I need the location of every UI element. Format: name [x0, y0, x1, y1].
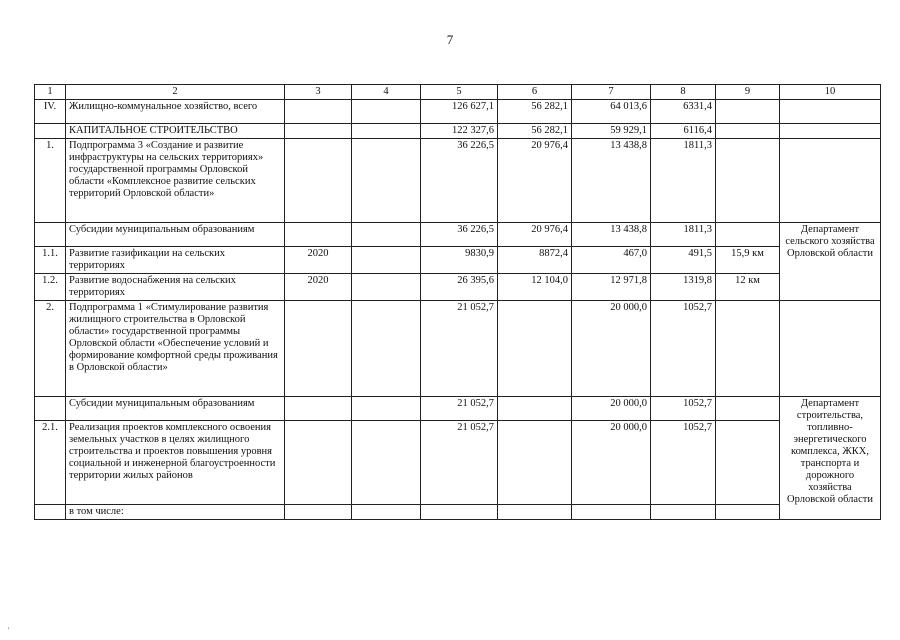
row-title-cell: Подпрограмма 3 «Создание и развитие инфраструктуры на сельских территориях» государственной программы Орловской области «Комплексное развитие сельских территорий Орловской области» — [66, 139, 285, 223]
column-header: 3 — [285, 85, 352, 100]
table-cell: 20 000,0 — [572, 397, 651, 421]
column-header: 8 — [651, 85, 716, 100]
table-cell — [285, 139, 352, 223]
row-title-cell: Развитие газификации на сельских территориях — [66, 247, 285, 274]
table-cell: 1052,7 — [651, 421, 716, 505]
table-row — [35, 223, 881, 247]
table-cell — [352, 100, 421, 124]
table-cell: 1811,3 — [651, 139, 716, 223]
column-header: 1 — [35, 85, 66, 100]
table-cell — [651, 505, 716, 520]
row-title-cell: Субсидии муниципальным образованиям — [66, 397, 285, 421]
table-cell — [716, 124, 780, 139]
table-cell — [285, 397, 352, 421]
table-cell — [352, 139, 421, 223]
table-cell: 15,9 км — [716, 247, 780, 274]
table-cell — [716, 505, 780, 520]
row-title-cell: Развитие водоснабжения на сельских территориях — [66, 274, 285, 301]
table-cell: 8872,4 — [498, 247, 572, 274]
table-cell: IV. — [35, 100, 66, 124]
row-title-cell: Реализация проектов комплексного освоения земельных участков в целях жилищного строительства и проектов повышения уровня социальной и инженерной благоустроенности территории жилых районов — [66, 421, 285, 505]
column-header: 6 — [498, 85, 572, 100]
table-cell — [716, 223, 780, 247]
row-title-cell: Жилищно-коммунальное хозяйство, всего — [66, 100, 285, 124]
table-cell — [352, 421, 421, 505]
table-cell — [716, 139, 780, 223]
table-cell: 20 976,4 — [498, 139, 572, 223]
table-cell: 56 282,1 — [498, 100, 572, 124]
table-cell: 56 282,1 — [498, 124, 572, 139]
column-header: 10 — [780, 85, 881, 100]
table-cell — [352, 301, 421, 397]
table-cell: 491,5 — [651, 247, 716, 274]
table-cell — [35, 397, 66, 421]
table-row — [35, 100, 881, 124]
table-cell: 36 226,5 — [421, 139, 498, 223]
table-cell: 21 052,7 — [421, 301, 498, 397]
table-row — [35, 421, 881, 505]
table-cell: 1052,7 — [651, 397, 716, 421]
table-cell — [285, 100, 352, 124]
column-header: 5 — [421, 85, 498, 100]
column-header: 2 — [66, 85, 285, 100]
table-cell: 467,0 — [572, 247, 651, 274]
scan-mark: ' — [8, 626, 10, 635]
table-cell — [352, 397, 421, 421]
responsible-department-cell: Департамент строительства, топливно-энергетического комплекса, ЖКХ, транспорта и дорожного хозяйства Орловской области — [780, 397, 881, 520]
table-row — [35, 397, 881, 421]
table-cell — [285, 301, 352, 397]
empty-department-cell — [780, 301, 881, 397]
responsible-department-cell: Департамент сельского хозяйства Орловской области — [780, 223, 881, 301]
table-cell — [35, 124, 66, 139]
table-cell: 64 013,6 — [572, 100, 651, 124]
table-cell: 13 438,8 — [572, 139, 651, 223]
empty-department-cell — [780, 139, 881, 223]
table-cell — [716, 100, 780, 124]
table-cell: 6116,4 — [651, 124, 716, 139]
budget-table — [34, 84, 881, 520]
table-cell: 26 395,6 — [421, 274, 498, 301]
table-cell: 1811,3 — [651, 223, 716, 247]
table-cell: 1.2. — [35, 274, 66, 301]
table-row — [35, 124, 881, 139]
table-cell — [716, 301, 780, 397]
table-cell: 13 438,8 — [572, 223, 651, 247]
row-title-cell: КАПИТАЛЬНОЕ СТРОИТЕЛЬСТВО — [66, 124, 285, 139]
table-cell: 20 000,0 — [572, 301, 651, 397]
table-cell — [352, 124, 421, 139]
table-cell: 9830,9 — [421, 247, 498, 274]
table-cell — [498, 505, 572, 520]
table-cell: 1.1. — [35, 247, 66, 274]
table-cell — [572, 505, 651, 520]
table-cell: 12 971,8 — [572, 274, 651, 301]
table-cell: 36 226,5 — [421, 223, 498, 247]
row-title-cell: Подпрограмма 1 «Стимулирование развития жилищного строительства в Орловской области» государственной программы Орловской области «Обеспечение условий и формирование комфортной среды проживания в Орловской области» — [66, 301, 285, 397]
table-cell: 122 327,6 — [421, 124, 498, 139]
table-cell — [421, 505, 498, 520]
page-number: 7 — [446, 32, 454, 47]
table-cell: 126 627,1 — [421, 100, 498, 124]
table-cell — [498, 301, 572, 397]
table-cell — [352, 505, 421, 520]
table-cell: 20 000,0 — [572, 421, 651, 505]
empty-department-cell — [780, 124, 881, 139]
table-cell: 1319,8 — [651, 274, 716, 301]
table-cell — [352, 274, 421, 301]
table-cell: 12 км — [716, 274, 780, 301]
column-header: 7 — [572, 85, 651, 100]
table-row — [35, 247, 881, 274]
row-title-cell: Субсидии муниципальным образованиям — [66, 223, 285, 247]
table-cell — [285, 505, 352, 520]
table-cell — [35, 505, 66, 520]
table-cell — [716, 421, 780, 505]
row-title-cell: в том числе: — [66, 505, 285, 520]
table-cell: 12 104,0 — [498, 274, 572, 301]
table-cell — [352, 223, 421, 247]
table-cell: 2.1. — [35, 421, 66, 505]
table-cell — [35, 223, 66, 247]
table-cell: 2020 — [285, 247, 352, 274]
table-cell: 21 052,7 — [421, 397, 498, 421]
table-row — [35, 274, 881, 301]
table-row — [35, 301, 881, 397]
table-cell: 1. — [35, 139, 66, 223]
table-cell: 2020 — [285, 274, 352, 301]
table-row — [35, 505, 881, 520]
column-header: 4 — [352, 85, 421, 100]
empty-department-cell — [780, 100, 881, 124]
table-cell: 6331,4 — [651, 100, 716, 124]
column-number-row — [35, 85, 881, 100]
table-cell: 21 052,7 — [421, 421, 498, 505]
table-cell: 2. — [35, 301, 66, 397]
table-cell — [285, 124, 352, 139]
table-cell: 20 976,4 — [498, 223, 572, 247]
table-row — [35, 139, 881, 223]
table-cell — [352, 247, 421, 274]
table-cell — [285, 223, 352, 247]
table-cell: 59 929,1 — [572, 124, 651, 139]
table-cell — [498, 421, 572, 505]
table-cell — [498, 397, 572, 421]
table-cell — [285, 421, 352, 505]
table-cell: 1052,7 — [651, 301, 716, 397]
table-cell — [716, 397, 780, 421]
column-header: 9 — [716, 85, 780, 100]
